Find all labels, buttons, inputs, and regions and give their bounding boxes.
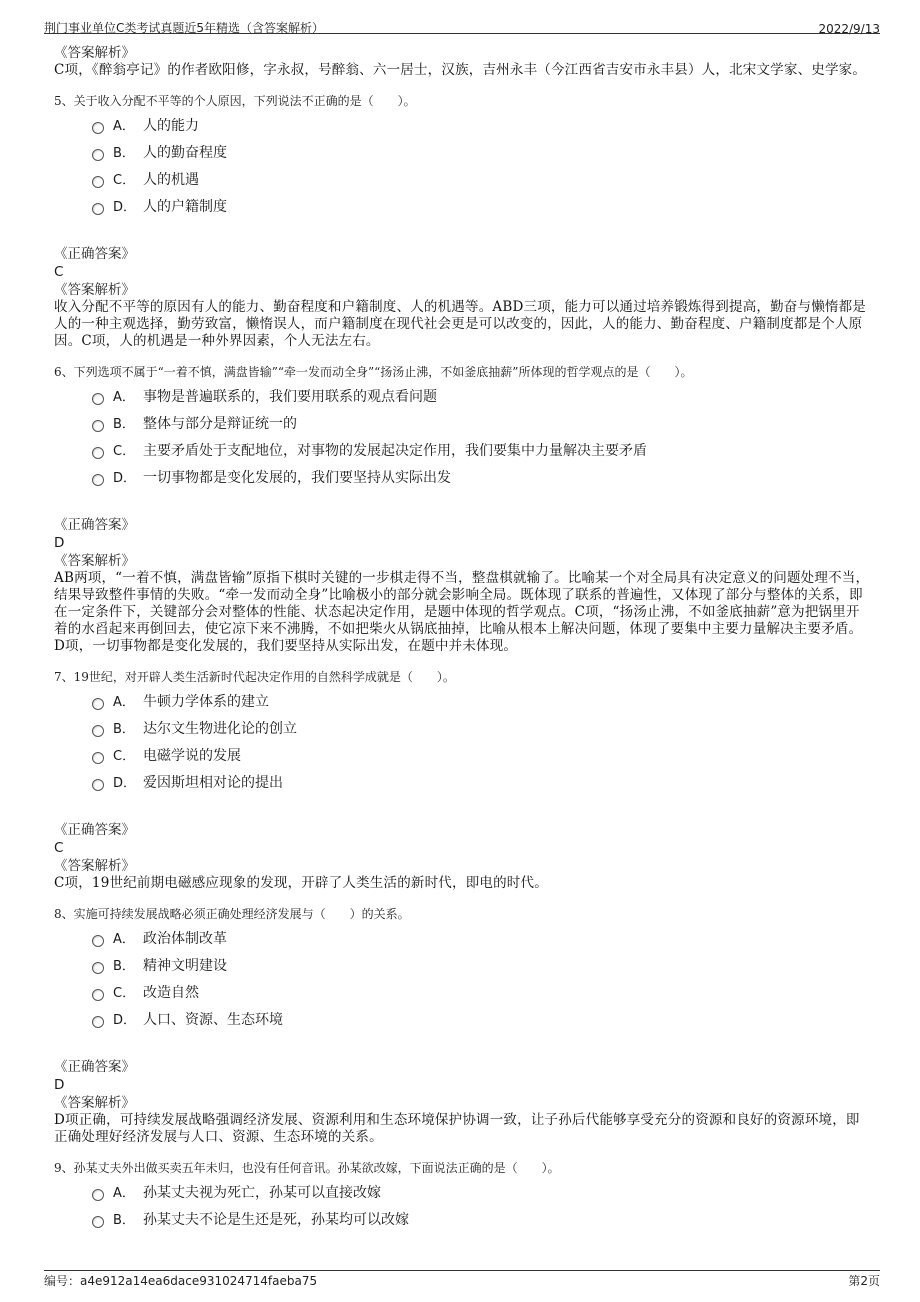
spacer bbox=[54, 795, 872, 821]
analysis-text: D项正确，可持续发展战略强调经济发展、资源利用和生态环境保护协调一致，让子孙后代能够享受充分的资源和良好的资源环境，即正确处理好经济发展与人口、资源、生态环境的关系。 bbox=[54, 1112, 860, 1145]
analysis-label: 《答案解析》 bbox=[54, 858, 135, 874]
option-key: C． bbox=[113, 444, 136, 459]
option-key: A． bbox=[113, 932, 135, 947]
page-footer bbox=[44, 1272, 880, 1290]
option-item[interactable] bbox=[92, 687, 872, 714]
option-key: C． bbox=[113, 749, 136, 764]
question-stem: 6、下列选项不属于“一着不慎，满盘皆输”“牵一发而动全身”“扬汤止沸，不如釜底抽薪”所体现的哲学观点的是（ ）。 bbox=[54, 365, 693, 379]
option-text: 一切事物都是变化发展的，我们要坚持从实际出发 bbox=[143, 469, 451, 486]
question-block bbox=[54, 906, 872, 1146]
analysis-label: 《答案解析》 bbox=[54, 45, 135, 61]
question-block bbox=[54, 669, 872, 892]
radio-button-icon[interactable] bbox=[92, 420, 104, 432]
page-content bbox=[54, 44, 872, 1232]
correct-answer-label: 《正确答案》 bbox=[54, 517, 135, 533]
radio-button-icon[interactable] bbox=[92, 1189, 104, 1201]
question-block bbox=[54, 1160, 872, 1232]
radio-button-icon[interactable] bbox=[92, 989, 104, 1001]
option-item[interactable] bbox=[92, 409, 872, 436]
radio-button-icon[interactable] bbox=[92, 122, 104, 134]
option-item[interactable] bbox=[92, 714, 872, 741]
question-block bbox=[54, 364, 872, 655]
option-text: 政治体制改革 bbox=[143, 930, 227, 947]
option-item[interactable] bbox=[92, 436, 872, 463]
correct-answer-value: D bbox=[54, 1077, 65, 1093]
option-text: 人的勤奋程度 bbox=[143, 144, 227, 161]
option-key: A． bbox=[113, 390, 135, 405]
radio-button-icon[interactable] bbox=[92, 752, 104, 764]
option-key: B． bbox=[113, 1213, 135, 1228]
option-item[interactable] bbox=[92, 978, 872, 1005]
correct-answer-value: C bbox=[54, 840, 64, 856]
option-text: 电磁学说的发展 bbox=[143, 747, 241, 764]
question-stem: 5、关于收入分配不平等的个人原因，下列说法不正确的是（ ）。 bbox=[54, 94, 416, 108]
correct-answer-label: 《正确答案》 bbox=[54, 822, 135, 838]
spacer bbox=[54, 1032, 872, 1058]
spacer bbox=[54, 490, 872, 516]
option-list bbox=[92, 1178, 872, 1232]
correct-answer-label: 《正确答案》 bbox=[54, 246, 135, 262]
header-date: 2022/9/13 bbox=[818, 22, 880, 36]
radio-button-icon[interactable] bbox=[92, 149, 104, 161]
radio-button-icon[interactable] bbox=[92, 1016, 104, 1028]
option-text: 孙某丈夫不论是生还是死，孙某均可以改嫁 bbox=[143, 1211, 409, 1228]
option-key: B． bbox=[113, 959, 135, 974]
question-list bbox=[54, 93, 872, 1232]
option-item[interactable] bbox=[92, 1005, 872, 1032]
spacer bbox=[54, 219, 872, 245]
option-key: D． bbox=[113, 200, 137, 215]
option-item[interactable] bbox=[92, 138, 872, 165]
radio-button-icon[interactable] bbox=[92, 935, 104, 947]
correct-answer-value: D bbox=[54, 535, 65, 551]
radio-button-icon[interactable] bbox=[92, 779, 104, 791]
header-divider bbox=[44, 33, 880, 34]
option-text: 主要矛盾处于支配地位，对事物的发展起决定作用，我们要集中力量解决主要矛盾 bbox=[143, 442, 647, 459]
document-serial: 编号：a4e912a14ea6dace931024714faeba75 bbox=[44, 1274, 318, 1288]
option-item[interactable] bbox=[92, 463, 872, 490]
option-item[interactable] bbox=[92, 924, 872, 951]
analysis-label: 《答案解析》 bbox=[54, 1095, 135, 1111]
option-list bbox=[92, 382, 872, 490]
question-stem: 8、实施可持续发展战略必须正确处理经济发展与（ ）的关系。 bbox=[54, 907, 410, 921]
question-stem: 7、19世纪，对开辟人类生活新时代起决定作用的自然科学成就是（ ）。 bbox=[54, 670, 455, 684]
option-key: C． bbox=[113, 986, 136, 1001]
analysis-label: 《答案解析》 bbox=[54, 553, 135, 569]
analysis-text: C项，《醉翁亭记》的作者欧阳修，字永叔，号醉翁、六一居士，汉族，吉州永丰（今江西省吉安市永丰县）人，北宋文学家、史学家。 bbox=[54, 62, 867, 78]
radio-button-icon[interactable] bbox=[92, 698, 104, 710]
radio-button-icon[interactable] bbox=[92, 447, 104, 459]
option-item[interactable] bbox=[92, 741, 872, 768]
radio-button-icon[interactable] bbox=[92, 203, 104, 215]
option-item[interactable] bbox=[92, 1178, 872, 1205]
correct-answer-label: 《正确答案》 bbox=[54, 1059, 135, 1075]
option-key: A． bbox=[113, 1186, 135, 1201]
document-title: 荆门事业单位C类考试真题近5年精选（含答案解析） bbox=[44, 21, 325, 35]
question-block bbox=[54, 93, 872, 350]
question-stem: 9、孙某丈夫外出做买卖五年未归，也没有任何音讯。孙某欲改嫁，下面说法正确的是（ ）。 bbox=[54, 1161, 560, 1175]
radio-button-icon[interactable] bbox=[92, 176, 104, 188]
option-text: 精神文明建设 bbox=[143, 957, 227, 974]
option-text: 事物是普遍联系的，我们要用联系的观点看问题 bbox=[143, 388, 437, 405]
analysis-label: 《答案解析》 bbox=[54, 282, 135, 298]
option-text: 人口、资源、生态环境 bbox=[143, 1011, 283, 1028]
option-key: D． bbox=[113, 776, 137, 791]
option-text: 整体与部分是辩证统一的 bbox=[143, 415, 297, 432]
option-key: B． bbox=[113, 146, 135, 161]
radio-button-icon[interactable] bbox=[92, 962, 104, 974]
radio-button-icon[interactable] bbox=[92, 474, 104, 486]
page-number: 第2页 bbox=[848, 1274, 880, 1288]
option-item[interactable] bbox=[92, 165, 872, 192]
option-text: 孙某丈夫视为死亡，孙某可以直接改嫁 bbox=[143, 1184, 381, 1201]
intro-analysis bbox=[54, 44, 872, 79]
option-key: C． bbox=[113, 173, 136, 188]
analysis-text: AB两项，“一着不慎，满盘皆输”原指下棋时关键的一步棋走得不当，整盘棋就输了。比喻某一个对全局具有决定意义的问题处理不当，结果导致整件事情的失败。“牵一发而动全身”比喻极小的部分就会影响全局。既体现了联系的普遍性，又体现了部分与整体的关系，即在一定条件下，关键部分会对整体的性能、状态起决定作用，是题中体现的哲学观点。C项，“扬汤止沸，不如釜底抽薪”意为把锅里开着的水舀起来再倒回去，使它凉下来不沸腾，不如把柴火从锅底抽掉，比喻从根本上解决问题，体现了要集中主要力量解决主要矛盾。D项，一切事物都是变化发展的，我们要坚持从实际出发，在题中并未体现。 bbox=[54, 570, 870, 654]
option-text: 牛顿力学体系的建立 bbox=[143, 693, 269, 710]
option-item[interactable] bbox=[92, 951, 872, 978]
footer-divider bbox=[44, 1270, 880, 1271]
option-text: 人的户籍制度 bbox=[143, 198, 227, 215]
option-item[interactable] bbox=[92, 382, 872, 409]
option-key: A． bbox=[113, 695, 135, 710]
option-text: 改造自然 bbox=[143, 984, 199, 1001]
correct-answer-value: C bbox=[54, 264, 64, 280]
analysis-text: 收入分配不平等的原因有人的能力、勤奋程度和户籍制度、人的机遇等。ABD三项，能力可以通过培养锻炼得到提高，勤奋与懒惰都是人的一种主观选择，勤劳致富，懒惰误人，而户籍制度在现代社会更是可以改变的，因此，人的能力、勤奋程度、户籍制度都是个人原因。C项，人的机遇是一种外界因素，个人无法左右。 bbox=[54, 299, 866, 349]
option-key: D． bbox=[113, 1013, 137, 1028]
option-text: 爱因斯坦相对论的提出 bbox=[143, 774, 283, 791]
option-key: A． bbox=[113, 119, 135, 134]
option-key: D． bbox=[113, 471, 137, 486]
option-list bbox=[92, 924, 872, 1032]
option-key: B． bbox=[113, 722, 135, 737]
option-list bbox=[92, 111, 872, 219]
radio-button-icon[interactable] bbox=[92, 725, 104, 737]
option-text: 达尔文生物进化论的创立 bbox=[143, 720, 297, 737]
option-item[interactable] bbox=[92, 768, 872, 795]
option-item[interactable] bbox=[92, 192, 872, 219]
radio-button-icon[interactable] bbox=[92, 1216, 104, 1228]
option-item[interactable] bbox=[92, 1205, 872, 1232]
option-item[interactable] bbox=[92, 111, 872, 138]
option-text: 人的能力 bbox=[143, 117, 199, 134]
option-list bbox=[92, 687, 872, 795]
radio-button-icon[interactable] bbox=[92, 393, 104, 405]
option-text: 人的机遇 bbox=[143, 171, 199, 188]
option-key: B． bbox=[113, 417, 135, 432]
analysis-text: C项，19世纪前期电磁感应现象的发现，开辟了人类生活的新时代，即电的时代。 bbox=[54, 875, 548, 891]
